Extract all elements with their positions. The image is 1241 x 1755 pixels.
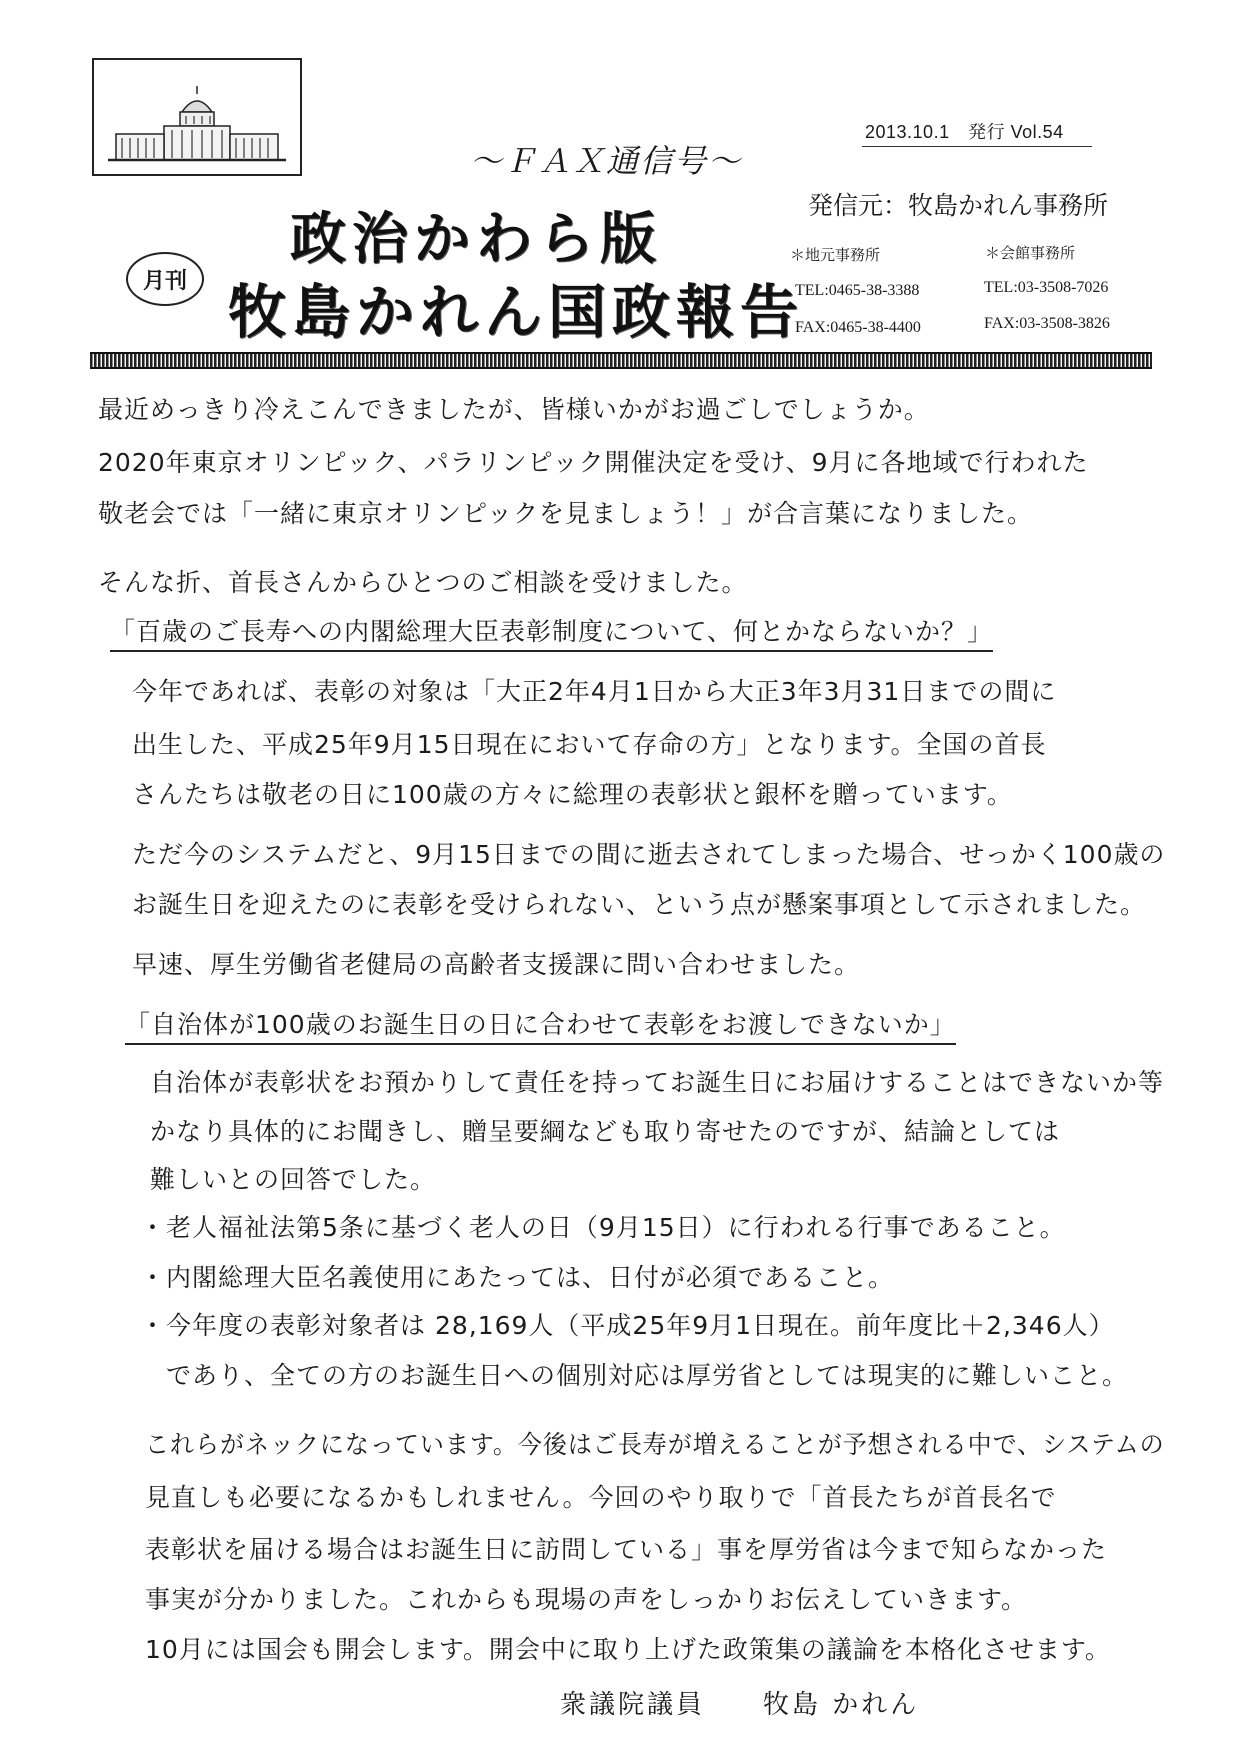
body-line: 今年であれば、表彰の対象は「大正2年4月1日から大正3年3月31日までの間に — [132, 677, 1057, 706]
diet-building-logo — [92, 58, 302, 176]
hall-office-label: ＊会館事務所 — [985, 244, 1076, 262]
request-heading: 「自治体が100歳のお誕生日の日に合わせて表彰をお渡しできないか」 — [125, 1005, 956, 1045]
signature: 衆議院議員 牧島 かれん — [560, 1690, 920, 1720]
list-item: であり、全ての方のお誕生日への個別対応は厚労省としては現実的に難しいこと。 — [140, 1361, 1129, 1390]
local-office-label: ＊地元事務所 — [790, 246, 881, 264]
body-line: 自治体が表彰状をお預かりして責任を持ってお誕生日にお届けすることはできないか等 — [150, 1068, 1165, 1097]
body-line: ただ今のシステムだと、9月15日までの間に逝去されてしまった場合、せっかく100歳の — [132, 840, 1166, 869]
hall-office-fax: FAX:03-3508-3826 — [984, 315, 1110, 332]
body-line: そんな折、首長さんからひとつのご相談を受けました。 — [98, 568, 748, 597]
body-line: かなり具体的にお聞きし、贈呈要綱なども取り寄せたのですが、結論としては — [150, 1117, 1061, 1146]
body-line: 敬老会では「一緒に東京オリンピックを見ましょう！」が合言葉になりました。 — [98, 499, 1034, 528]
list-item: ・今年度の表彰対象者は 28,169人（平成25年9月1日現在。前年度比＋2,346人） — [140, 1311, 1115, 1340]
newsletter-subtitle: 牧島かれん国政報告 — [228, 278, 805, 346]
monthly-badge: 月刊 — [126, 252, 204, 306]
issue-underline — [862, 146, 1092, 147]
body-line: 表彰状を届ける場合はお誕生日に訪問している」事を厚労省は今まで知らなかった — [145, 1535, 1108, 1564]
body-line: 10月には国会も開会します。開会中に取り上げた政策集の議論を本格化させます。 — [145, 1635, 1111, 1664]
header-divider-band — [90, 352, 1152, 369]
hall-office-tel: TEL:03-3508-7026 — [984, 279, 1109, 296]
body-line: 見直しも必要になるかもしれません。今回のやり取りで「首長たちが首長名で — [145, 1483, 1057, 1512]
body-line: これらがネックになっています。今後はご長寿が増えることが予想される中で、システムの — [145, 1430, 1165, 1459]
question-heading: 「百歳のご長寿への内閣総理大臣表彰制度について、何とかならないか？」 — [110, 612, 993, 652]
sender-line: 発信元：牧島かれん事務所 — [808, 191, 1109, 220]
diet-building-icon — [94, 60, 300, 174]
fax-edition-tag: ～ＦＡＸ通信号～ — [470, 142, 743, 180]
issue-info: 2013.10.1 発行 Vol.54 — [865, 122, 1064, 142]
newsletter-title: 政治かわら版 — [290, 206, 662, 272]
body-line: 早速、厚生労働省老健局の高齢者支援課に問い合わせました。 — [132, 950, 861, 979]
body-line: さんたちは敬老の日に100歳の方々に総理の表彰状と銀杯を贈っています。 — [132, 780, 1013, 809]
local-office-fax: FAX:0465-38-4400 — [795, 319, 921, 336]
local-office-tel: TEL:0465-38-3388 — [795, 282, 920, 299]
body-line: 難しいとの回答でした。 — [150, 1165, 437, 1194]
body-line: お誕生日を迎えたのに表彰を受けられない、という点が懸案事項として示されました。 — [132, 890, 1147, 919]
list-item: ・内閣総理大臣名義使用にあたっては、日付が必須であること。 — [140, 1263, 895, 1292]
list-item: ・老人福祉法第5条に基づく老人の日（9月15日）に行われる行事であること。 — [140, 1213, 1066, 1242]
body-line: 事実が分かりました。これからも現場の声をしっかりお伝えしていきます。 — [145, 1585, 1028, 1614]
body-line: 最近めっきり冷えこんできましたが、皆様いかがお過ごしでしょうか。 — [98, 395, 930, 424]
body-line: 出生した、平成25年9月15日現在において存命の方」となります。全国の首長 — [132, 730, 1047, 759]
body-line: 2020年東京オリンピック、パラリンピック開催決定を受け、9月に各地域で行われた — [98, 448, 1089, 477]
